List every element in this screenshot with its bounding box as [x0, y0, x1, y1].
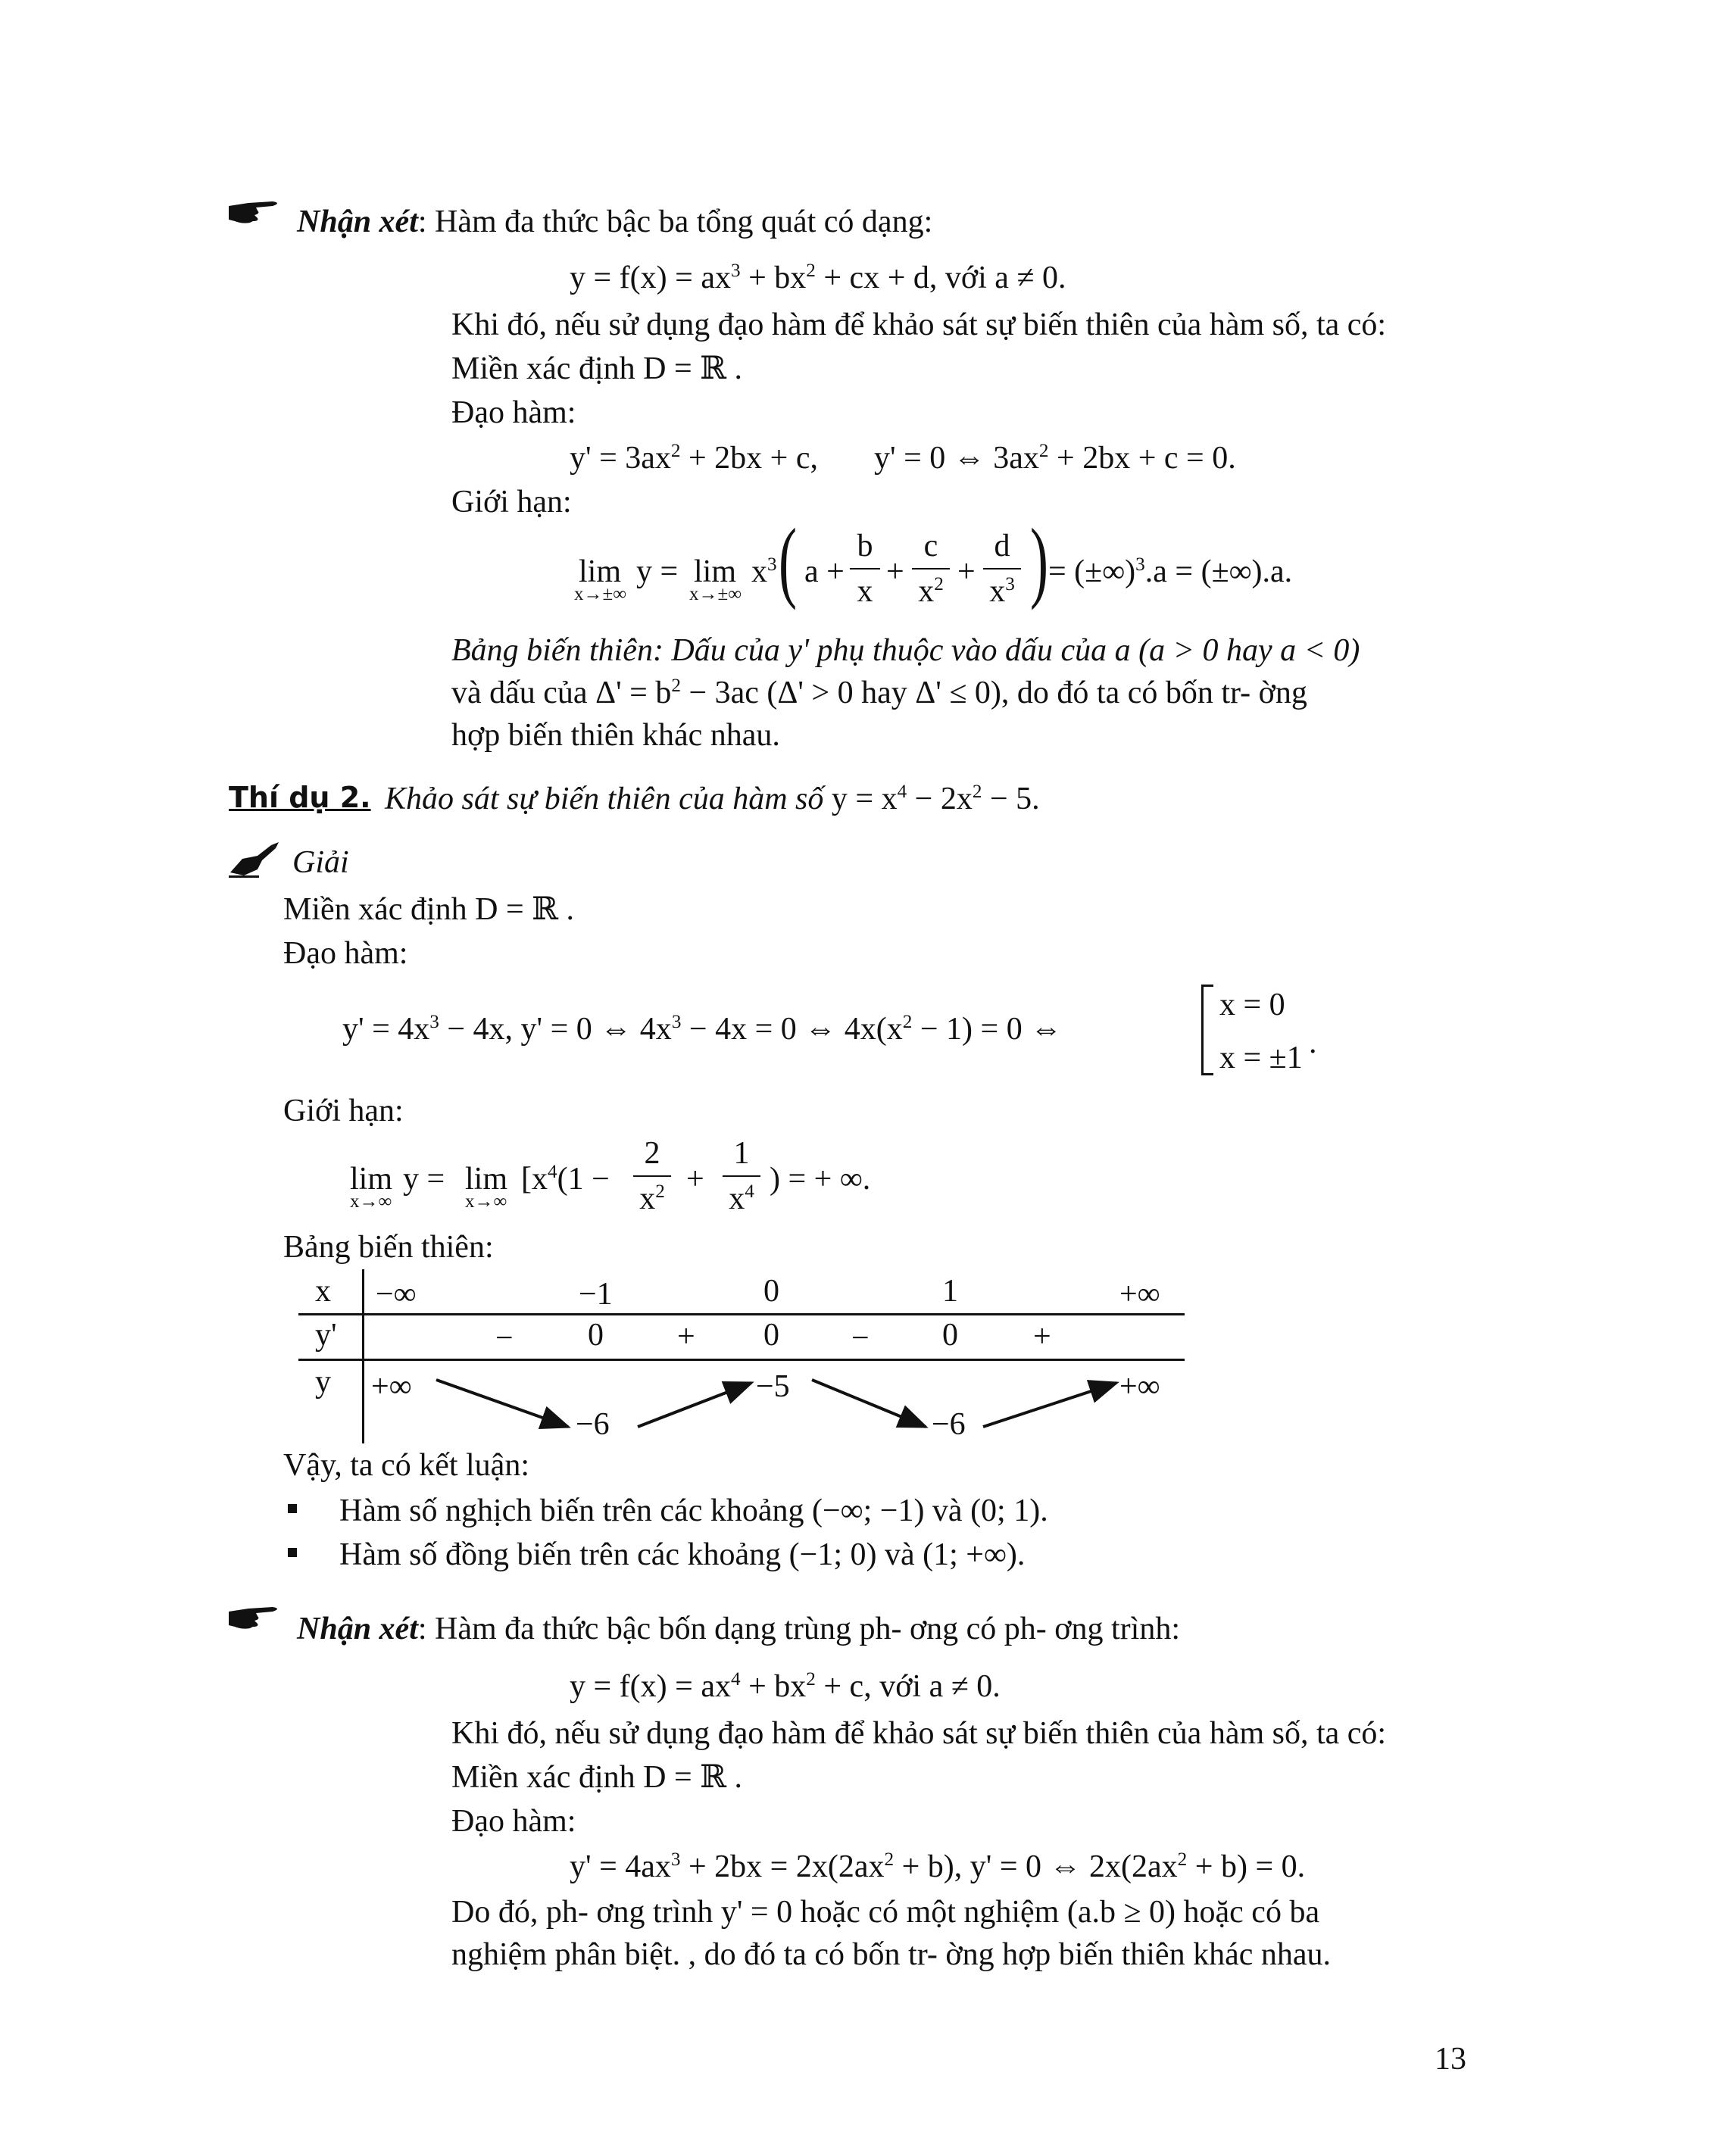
root-bracket-top — [1201, 985, 1213, 987]
arrow-down-1 — [436, 1380, 568, 1427]
remark2-deriv-label: Đạo hàm: — [451, 1804, 576, 1839]
lim-2: lim — [694, 554, 737, 589]
frac-1-over-x4: 1 $x^4$ — [723, 1137, 760, 1215]
arrow-down-2 — [812, 1380, 926, 1427]
sol-lim-1: lim — [350, 1162, 393, 1197]
sol-plus: + — [686, 1162, 704, 1197]
remark1-line1: Khi đó, nếu sử dụng đạo hàm để khảo sát sự biến thiên của hàm số, ta có: — [451, 307, 1387, 342]
x-value: +∞ — [1119, 1277, 1160, 1312]
y-value: +∞ — [371, 1369, 412, 1404]
remark2-deriv: $y' = 4ax^3 + 2bx = 2x(2ax^2 + b)$, y' = 0 ⇔ $2x(2ax^2 + b) = 0$. — [570, 1849, 1306, 1884]
sol-lim-end: ) = + ∞. — [770, 1162, 871, 1197]
row-x-label: x — [315, 1274, 331, 1309]
root-1: x = 0 — [1219, 988, 1285, 1022]
pointing-hand-icon — [227, 198, 283, 226]
yp-sign: + — [677, 1319, 695, 1354]
remark1-table-text1: Bảng biến thiên: Dấu của y' phụ thuộc vào dấu của a (a > 0 hay a < 0) — [451, 633, 1360, 668]
remark1-label: Nhận xét — [297, 204, 418, 239]
yp-value: 0 — [763, 1318, 779, 1353]
lim-2-sub: x→±∞ — [689, 584, 742, 604]
x-value: −∞ — [376, 1277, 417, 1312]
page-number: 13 — [1435, 2042, 1466, 2077]
remark1-deriv: $y' = 3ax^2 + 2bx + c$, y' = 0 ⇔ $3ax^2 + 2bx + c = 0$. — [570, 440, 1236, 476]
y-value: −6 — [576, 1407, 610, 1442]
remark1-domain: Miền xác định D = ℝ . — [451, 351, 743, 386]
solution-domain: Miền xác định D = ℝ . — [283, 892, 575, 927]
example-heading: Thí dụ 2. — [229, 781, 371, 814]
sol-lim-body: [$x^4(1$ − — [521, 1161, 610, 1197]
yp-sign: + — [1033, 1319, 1051, 1354]
remark2-text2: nghiệm phân biệt. , do đó ta có bốn tr- ờng hợp biến thiên khác nhau. — [451, 1937, 1331, 1972]
pointing-hand-icon — [227, 1604, 283, 1631]
frac-c-over-x2: c $x^2$ — [912, 530, 950, 607]
remark2-domain: Miền xác định D = ℝ . — [451, 1760, 743, 1795]
lim-a: a + — [804, 554, 845, 589]
sol-lim-2-sub: x→∞ — [465, 1191, 507, 1212]
y-value: +∞ — [1119, 1369, 1160, 1404]
y-value: −5 — [756, 1369, 790, 1404]
remark2-formula: $y = f(x) = ax^4 + bx^2 + c$, với a ≠ 0. — [570, 1668, 1001, 1704]
writing-hand-icon — [227, 842, 280, 880]
root-bracket — [1201, 985, 1204, 1075]
arrow-up-2 — [983, 1383, 1116, 1427]
bullet-1: Hàm số nghịch biến trên các khoảng (−∞; −1) và (0; 1). — [339, 1493, 1048, 1528]
remark2-label: Nhận xét — [297, 1612, 418, 1646]
frac-d-over-x3: d $x^3$ — [983, 530, 1021, 607]
plus-1: + — [886, 554, 904, 589]
remark2-line1: Khi đó, nếu sử dụng đạo hàm để khảo sát sự biến thiên của hàm số, ta có: — [451, 1716, 1387, 1751]
bullet-2: Hàm số đồng biến trên các khoảng (−1; 0) và (1; +∞). — [339, 1537, 1026, 1572]
lim-1-sub: x→±∞ — [574, 584, 627, 604]
table-label: Bảng biến thiên: — [283, 1230, 494, 1265]
yp-sign: − — [851, 1321, 870, 1356]
variation-table — [298, 1269, 1185, 1443]
x-value: −1 — [579, 1277, 613, 1312]
solution-deriv-label: Đạo hàm: — [283, 936, 408, 971]
row-yp-label: y' — [315, 1318, 337, 1353]
remark2-text1: Do đó, ph- ơng trình y' = 0 hoặc có một nghiệm (a.b ≥ 0) hoặc có ba — [451, 1895, 1320, 1930]
solution-label: Giải — [292, 845, 349, 880]
root-bracket-bottom — [1201, 1073, 1213, 1075]
sol-lim-2: lim — [465, 1162, 508, 1197]
root-2: x = ±1 — [1219, 1041, 1303, 1075]
bullet-icon — [288, 1548, 297, 1557]
sol-lim-1-sub: x→∞ — [350, 1191, 392, 1212]
y-value: −6 — [932, 1407, 966, 1442]
solution-limit-label: Giới hạn: — [283, 1094, 404, 1128]
sol-lim-y: y = — [403, 1162, 445, 1197]
conclusion: Vậy, ta có kết luận: — [283, 1448, 529, 1483]
example-statement: Khảo sát sự biến thiên của hàm số $y = x^4 - 2x^2 - 5$. — [385, 781, 1040, 816]
x-value: 1 — [942, 1274, 958, 1309]
remark1-limit-label: Giới hạn: — [451, 485, 572, 520]
lim-x: $x^3$ — [751, 554, 777, 589]
remark1-table-text2: và dấu của $\Delta' = b^2 - 3ac$ (Δ' > 0 hay Δ' ≤ 0), do đó ta có bốn tr- ờng — [451, 675, 1307, 710]
yp-sign: − — [495, 1321, 514, 1356]
yp-value: 0 — [942, 1318, 958, 1353]
root-period: . — [1309, 1025, 1317, 1060]
lim-result: = (±∞)$^3$.a = (±∞).a. — [1048, 554, 1293, 589]
remark1-intro: Nhận xét: Hàm đa thức bậc ba tổng quát có dạng: — [297, 204, 933, 239]
lim-1: lim — [579, 554, 622, 589]
arrow-up-1 — [638, 1383, 751, 1427]
lim-1-y: y = — [636, 554, 679, 589]
yp-value: 0 — [588, 1318, 604, 1353]
frac-2-over-x2: 2 $x^2$ — [633, 1137, 671, 1215]
solution-deriv: $y' = 4x^3 - 4x$, y' = 0 ⇔ $4x^3 - 4x = 0$ ⇔ $4x(x^2 - 1) = 0$ ⇔ — [342, 1011, 1063, 1047]
row-y-label: y — [315, 1365, 331, 1400]
remark1-deriv-label: Đạo hàm: — [451, 395, 576, 430]
left-paren: ( — [778, 510, 797, 610]
remark1-table-text3: hợp biến thiên khác nhau. — [451, 718, 780, 753]
frac-b-over-x: b x — [850, 530, 880, 607]
x-value: 0 — [763, 1274, 779, 1309]
variation-arrows — [298, 1269, 1185, 1443]
bullet-icon — [288, 1504, 297, 1513]
plus-2: + — [957, 554, 976, 589]
remark2-intro: Nhận xét: Hàm đa thức bậc bốn dạng trùng ph- ơng có ph- ơng trình: — [297, 1612, 1180, 1646]
remark1-formula: $y = f(x) = ax^3 + bx^2$ + cx + d, với a ≠ 0. — [570, 260, 1066, 295]
right-paren: ) — [1029, 510, 1048, 610]
